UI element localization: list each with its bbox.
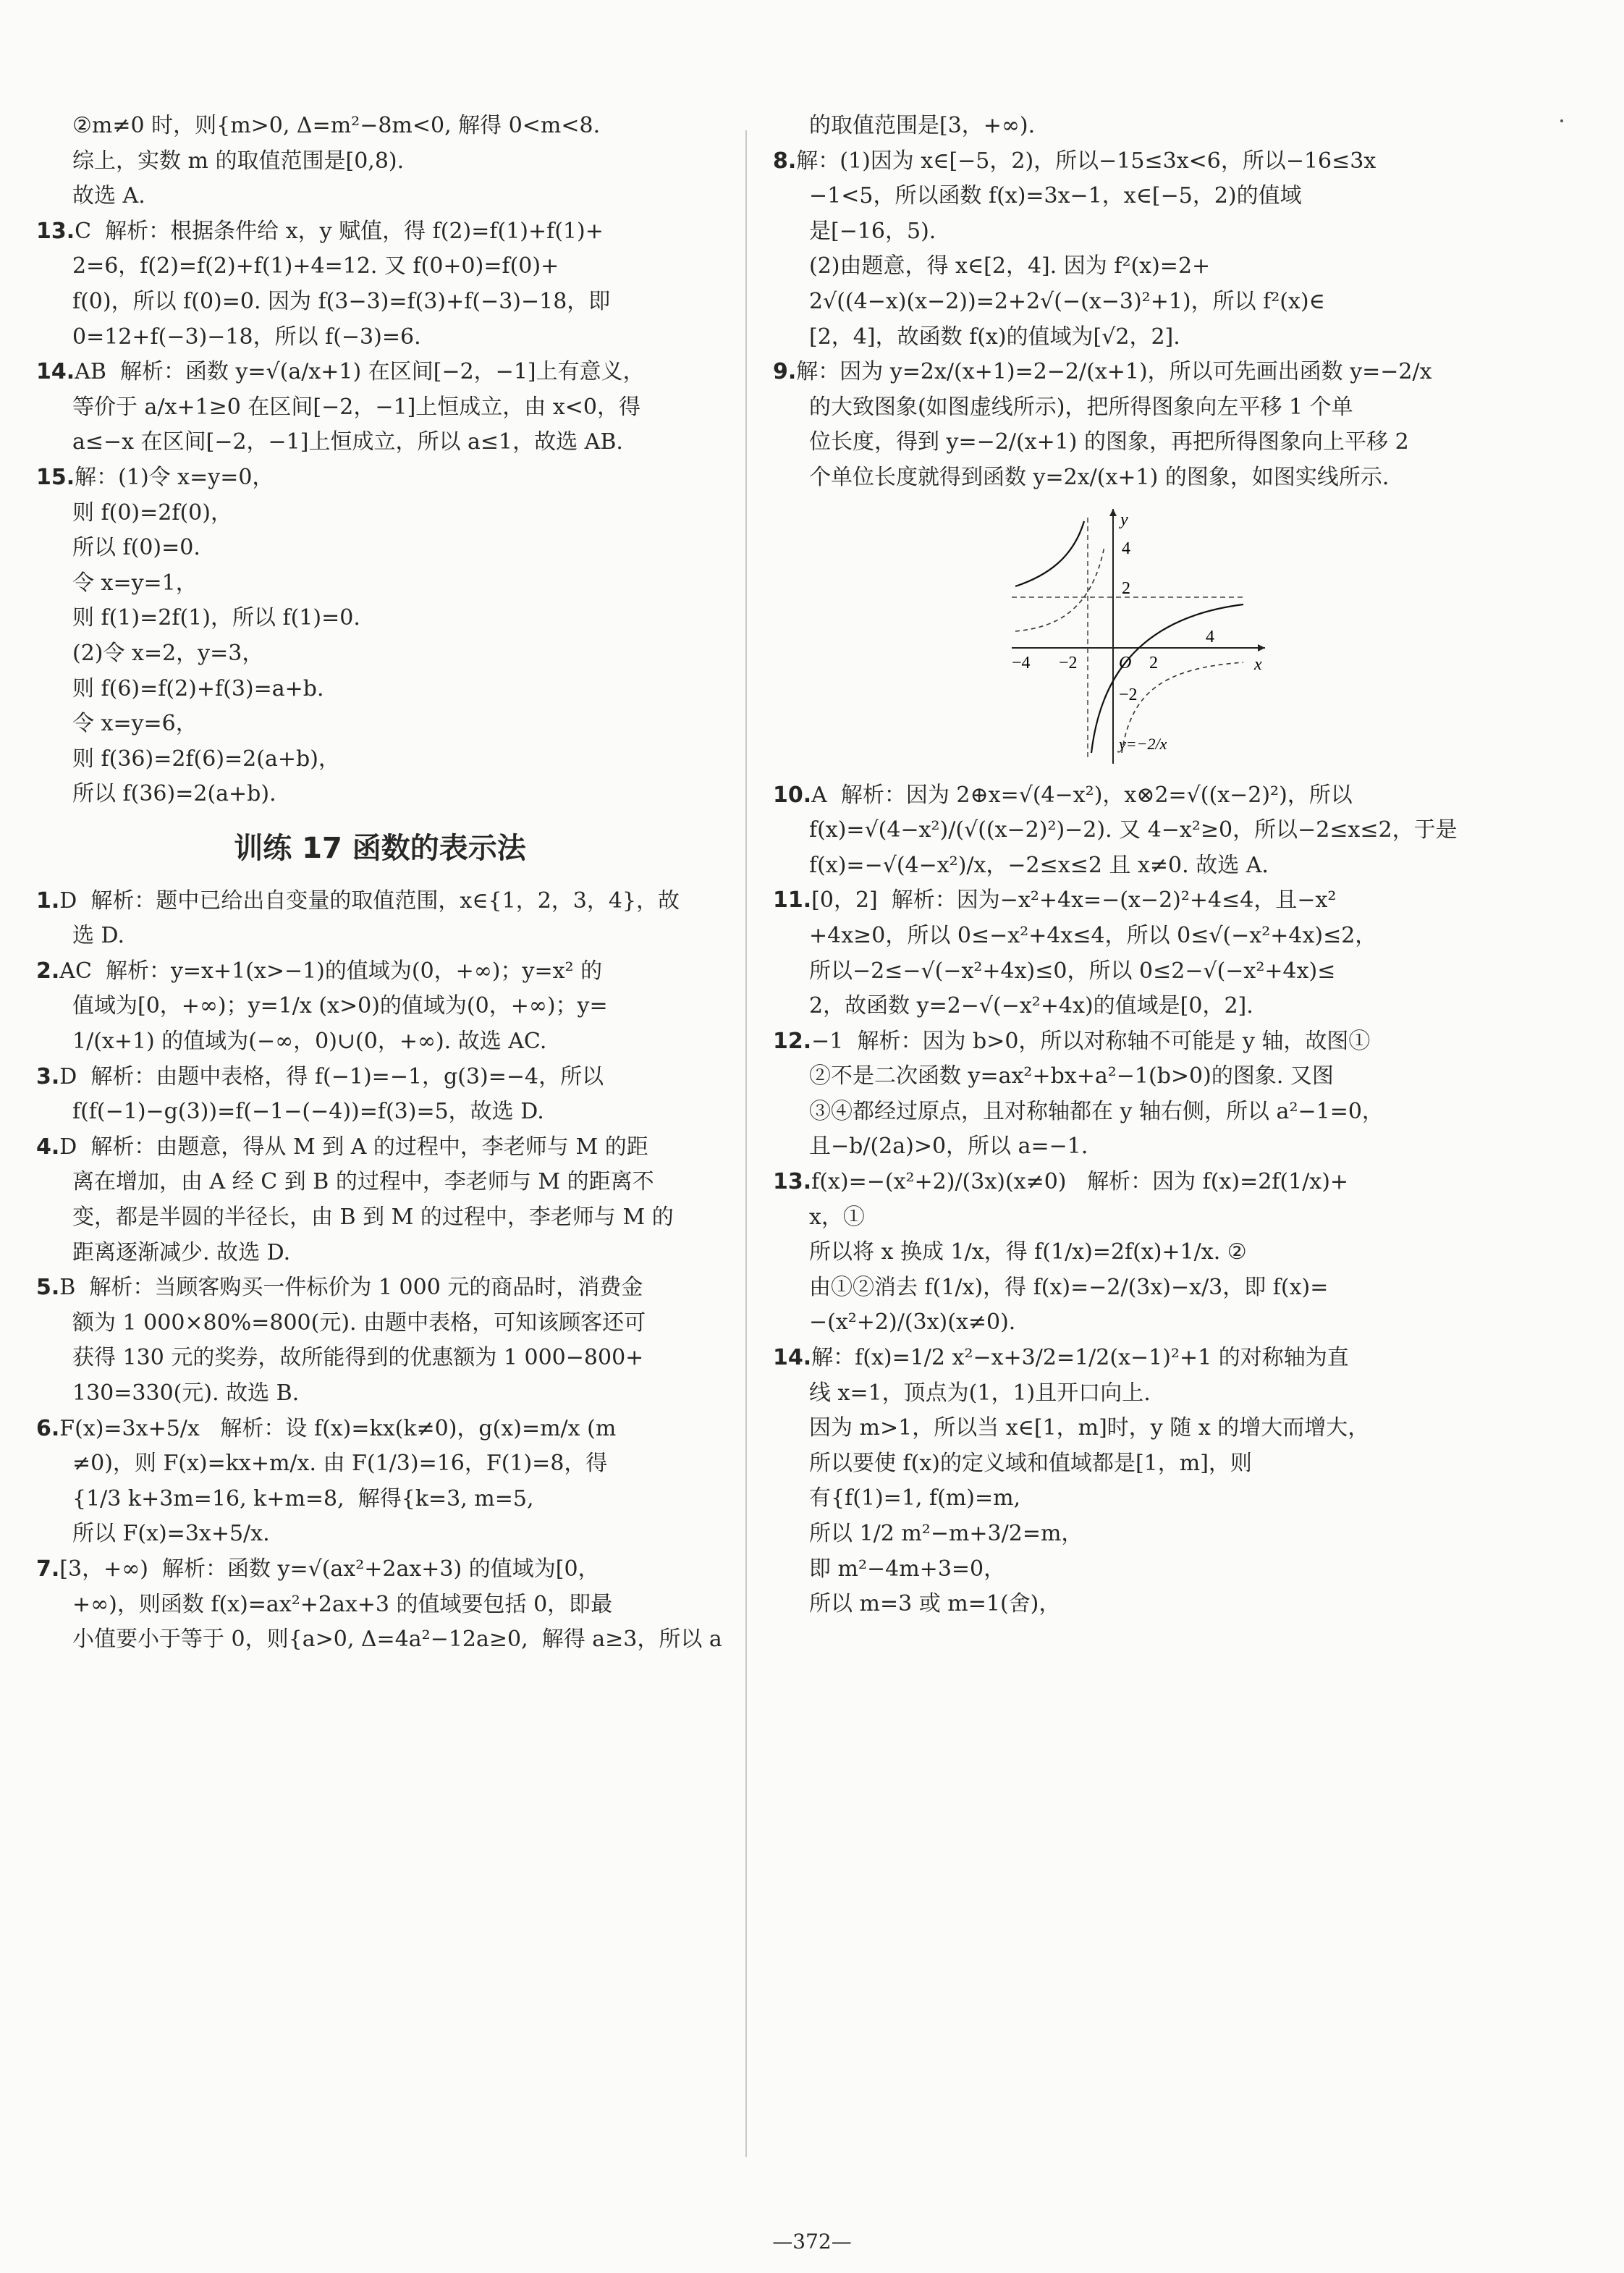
question-number: 13. (773, 1169, 812, 1195)
text-line (36, 1622, 724, 1658)
line-text: 0=12+f(−3)−18，所以 f(−3)=6. (72, 324, 421, 350)
question-line (773, 355, 1497, 390)
line-text: −1 解析：因为 b>0，所以对称轴不可能是 y 轴，故图① (811, 1028, 1371, 1054)
tick-ym2: −2 (1119, 685, 1138, 704)
y-axis-arrow (1109, 509, 1117, 516)
line-text: 所以 1/2 m²−m+3/2=m， (809, 1521, 1083, 1546)
line-text: 离在增加，由 A 经 C 到 B 的过程中，李老师与 M 的距离不 (72, 1169, 654, 1195)
text-line (36, 566, 724, 602)
text-line (36, 672, 724, 707)
text-line (773, 1446, 1497, 1482)
line-text: 的大致图象(如图虚线所示)，把所得图象向左平移 1 个单 (809, 394, 1353, 420)
text-line (773, 1270, 1497, 1306)
text-line (773, 1517, 1497, 1552)
text-line (773, 109, 1497, 144)
line-text: 位长度，得到 y=−2/(x+1) 的图象，再把所得图象向上平移 2 (809, 429, 1409, 455)
text-line (36, 1376, 724, 1412)
line-text: 令 x=y=6， (72, 711, 198, 737)
question-line (773, 1024, 1497, 1060)
text-line (773, 179, 1497, 214)
right-column-bottom (773, 778, 1497, 1622)
line-text: 所以 f(36)=2(a+b). (72, 781, 276, 807)
solid-curve-lower (1091, 604, 1243, 753)
text-line (773, 848, 1497, 884)
text-line (773, 214, 1497, 250)
line-text: A 解析：因为 2⊕x=√(4−x²)，x⊗2=√((x−2)²)，所以 (811, 782, 1353, 808)
speck (1560, 119, 1563, 122)
text-line (36, 1446, 724, 1482)
question-line (36, 884, 724, 919)
line-text: 1/(x+1) 的值域为(−∞，0)∪(0，+∞). 故选 AC. (72, 1029, 547, 1055)
line-text: ②m≠0 时，则{m>0, Δ=m²−8m<0, 解得 0<m<8. (72, 113, 601, 138)
question-line (36, 460, 724, 496)
text-line (773, 1129, 1497, 1165)
text-line (36, 1306, 724, 1341)
text-line (36, 1165, 724, 1200)
line-text: 所以 m=3 或 m=1(舍)， (809, 1591, 1061, 1617)
line-text: [0，2] 解析：因为−x²+4x=−(x−2)²+4≤4，且−x² (811, 887, 1337, 914)
line-text: f(0)，所以 f(0)=0. 因为 f(3−3)=f(3)+f(−3)−18，即 (72, 288, 611, 314)
line-text: 所以 f(0)=0. (72, 535, 200, 561)
text-line (36, 1095, 724, 1130)
line-text: 则 f(6)=f(2)+f(3)=a+b. (72, 675, 324, 701)
graph-svg (1005, 503, 1272, 771)
text-line (773, 425, 1497, 460)
text-line (36, 109, 724, 144)
text-line (36, 1024, 724, 1060)
line-text: f(x)=−√(4−x²)/x，−2≤x≤2 且 x≠0. 故选 A. (809, 852, 1269, 878)
text-line (773, 813, 1497, 848)
line-text: 解：f(x)=1/2 x²−x+3/2=1/2(x−1)²+1 的对称轴为直 (811, 1345, 1349, 1371)
text-line (36, 636, 724, 672)
tick-y4: 4 (1122, 539, 1130, 558)
question-line (773, 1341, 1497, 1376)
text-line (773, 1587, 1497, 1622)
tick-x4: 4 (1206, 627, 1214, 646)
line-text: {1/3 k+3m=16, k+m=8, 解得{k=3, m=5, (72, 1485, 534, 1511)
tick-y2: 2 (1122, 578, 1130, 598)
line-text: 额为 1 000×80%=800(元). 由题中表格，可知该顾客还可 (72, 1310, 646, 1336)
line-text: ③④都经过原点，且对称轴都在 y 轴右侧，所以 a²−1=0， (809, 1098, 1384, 1124)
line-text: 解：因为 y=2x/(x+1)=2−2/(x+1)，所以可先画出函数 y=−2/x (796, 359, 1432, 385)
line-text: +∞)，则函数 f(x)=ax²+2ax+3 的值域要包括 0，即最 (72, 1591, 613, 1617)
dashed-curve-upper (1015, 547, 1104, 631)
text-line (773, 1200, 1497, 1236)
question-number: 15. (36, 464, 75, 490)
text-line (36, 989, 724, 1024)
text-line (773, 1411, 1497, 1446)
text-line (773, 1305, 1497, 1341)
line-text: 则 f(1)=2f(1)，所以 f(1)=0. (72, 605, 360, 631)
text-line (36, 919, 724, 954)
question-number: 11. (773, 887, 812, 914)
line-text: ≠0)，则 F(x)=kx+m/x. 由 F(1/3)=16，F(1)=8，得 (72, 1451, 608, 1477)
label-origin: O (1119, 653, 1132, 672)
text-line (36, 742, 724, 777)
question-number: 14. (36, 359, 75, 385)
line-text: B 解析：当顾客购买一件标价为 1 000 元的商品时，消费金 (59, 1275, 643, 1301)
question-line (773, 778, 1497, 814)
question-line (36, 1552, 724, 1587)
line-text: (2)由题意，得 x∈[2，4]. 因为 f²(x)=2+ (809, 253, 1211, 279)
question-line (773, 883, 1497, 919)
text-line (36, 1200, 724, 1236)
question-number: 5. (36, 1275, 60, 1301)
line-text: D 解析：由题中表格，得 f(−1)=−1，g(3)=−4，所以 (59, 1063, 604, 1089)
question-number: 13. (36, 218, 75, 244)
text-line (36, 179, 724, 214)
line-text: 个单位长度就得到函数 y=2x/(x+1) 的图象，如图实线所示. (809, 464, 1390, 490)
line-text: 由①②消去 f(1/x)，得 f(x)=−2/(3x)−x/3，即 f(x)= (809, 1274, 1329, 1300)
line-text: 2=6，f(2)=f(2)+f(1)+4=12. 又 f(0+0)=f(0)+ (72, 253, 559, 279)
text-line (36, 144, 724, 180)
text-line (773, 1481, 1497, 1517)
line-text: f(x)=√(4−x²)/(√((x−2)²)−2). 又 4−x²≥0，所以−2≤x≤2，于是 (809, 817, 1458, 843)
line-text: F(x)=3x+5/x 解析：设 f(x)=kx(k≠0)，g(x)=m/x (m (59, 1415, 617, 1441)
function-graph (1005, 503, 1272, 771)
right-column-top (773, 109, 1497, 496)
text-line (773, 1376, 1497, 1412)
text-line (36, 707, 724, 742)
line-text: 解：(1)令 x=y=0， (75, 464, 274, 490)
text-line (773, 1095, 1497, 1130)
line-text: 则 f(0)=2f(0)， (72, 499, 232, 526)
line-text: (2)令 x=2，y=3， (72, 640, 264, 666)
line-text: AB 解析：函数 y=√(a/x+1) 在区间[−2，−1]上有意义， (75, 359, 645, 385)
line-text: 130=330(元). 故选 B. (72, 1380, 300, 1406)
line-text: 2，故函数 y=2−√(−x²+4x)的值域是[0，2]. (809, 993, 1253, 1019)
curve-label: y=−2/x (1119, 734, 1167, 753)
question-number: 6. (36, 1415, 60, 1441)
line-text: 等价于 a/x+1≥0 在区间[−2，−1]上恒成立，由 x<0，得 (72, 394, 640, 420)
text-line (36, 496, 724, 531)
question-line (36, 954, 724, 990)
text-line (36, 1587, 724, 1623)
text-line (773, 390, 1497, 426)
text-line (773, 989, 1497, 1024)
line-text: 的取值范围是[3，+∞). (809, 113, 1036, 138)
text-line (36, 249, 724, 284)
line-text: 综上，实数 m 的取值范围是[0,8). (72, 148, 405, 174)
text-line (36, 777, 724, 812)
question-number: 7. (36, 1556, 60, 1582)
line-text: 是[−16，5). (809, 218, 936, 244)
question-number: 4. (36, 1134, 60, 1160)
label-y: y (1120, 510, 1128, 529)
x-axis-arrow (1258, 644, 1265, 651)
question-line (36, 1130, 724, 1165)
solid-curve-upper (1015, 521, 1084, 586)
line-text: D 解析：由题意，得从 M 到 A 的过程中，李老师与 M 的距 (59, 1134, 648, 1160)
label-x: x (1254, 654, 1262, 674)
line-text: 2√((4−x)(x−2))=2+2√(−(x−3)²+1)，所以 f²(x)∈ (809, 288, 1325, 314)
text-line (36, 1341, 724, 1376)
line-text: 令 x=y=1， (72, 570, 198, 596)
question-number: 14. (773, 1345, 812, 1371)
line-text: 解：(1)因为 x∈[−5，2)，所以−15≤3x<6，所以−16≤3x (796, 148, 1376, 174)
line-text: [3，+∞) 解析：函数 y=√(ax²+2ax+3) 的值域为[0， (59, 1556, 600, 1582)
left-column (36, 109, 724, 1658)
question-line (36, 1060, 724, 1095)
text-line (773, 954, 1497, 990)
line-text: 故选 A. (72, 183, 145, 209)
line-text: f(x)=−(x²+2)/(3x)(x≠0) 解析：因为 f(x)=2f(1/x)+ (811, 1169, 1349, 1195)
line-text: 所以要使 f(x)的定义域和值域都是[1，m]，则 (809, 1450, 1252, 1476)
question-number: 2. (36, 958, 60, 984)
line-text: −1<5，所以函数 f(x)=3x−1，x∈[−5，2)的值域 (809, 183, 1302, 209)
line-text: 获得 130 元的奖券，故所能得到的优惠额为 1 000−800+ (72, 1345, 644, 1371)
line-text: 即 m²−4m+3=0， (809, 1556, 1006, 1582)
page-number: —372— (772, 2230, 852, 2253)
question-line (36, 214, 724, 250)
text-line (773, 284, 1497, 320)
question-number: 8. (773, 148, 797, 174)
line-text: 距离逐渐减少. 故选 D. (72, 1239, 291, 1265)
question-number: 3. (36, 1063, 60, 1089)
text-line (36, 1236, 724, 1271)
line-text: [2，4]，故函数 f(x)的值域为[√2，2]. (809, 324, 1180, 350)
line-text: 所以 F(x)=3x+5/x. (72, 1521, 270, 1547)
text-line (773, 919, 1497, 954)
text-line (773, 1059, 1497, 1095)
question-line (36, 1270, 724, 1306)
question-number: 10. (773, 782, 812, 808)
line-text: 变，都是半圆的半径长，由 B 到 M 的过程中，李老师与 M 的 (72, 1205, 674, 1231)
column-divider (745, 130, 747, 2157)
line-text: 选 D. (72, 923, 125, 949)
line-text: a≤−x 在区间[−2，−1]上恒成立，所以 a≤1，故选 AB. (72, 429, 623, 455)
question-number: 1. (36, 887, 60, 914)
line-text: AC 解析：y=x+1(x>−1)的值域为(0，+∞)；y=x² 的 (59, 958, 603, 984)
text-line (36, 601, 724, 636)
right-column (773, 109, 1497, 1622)
text-line (773, 1552, 1497, 1587)
line-text: 则 f(36)=2f(6)=2(a+b)， (72, 746, 340, 772)
line-text: C 解析：根据条件给 x，y 赋值，得 f(2)=f(1)+f(1)+ (75, 218, 604, 244)
question-line (36, 1412, 724, 1447)
text-line (773, 249, 1497, 284)
text-line (36, 390, 724, 426)
text-line (773, 320, 1497, 355)
line-text: ②不是二次函数 y=ax²+bx+a²−1(b>0)的图象. 又图 (809, 1063, 1334, 1089)
line-text: 值域为[0，+∞)；y=1/x (x>0)的值域为(0，+∞)；y= (72, 993, 608, 1019)
line-text: 线 x=1，顶点为(1，1)且开口向上. (809, 1380, 1151, 1406)
question-line (773, 144, 1497, 180)
text-line (773, 1235, 1497, 1270)
line-text: 有{f(1)=1, f(m)=m, (809, 1485, 1021, 1511)
tick-xm2: −2 (1059, 653, 1078, 672)
line-text: D 解析：题中已给出自变量的取值范围，x∈{1，2，3，4}，故 (59, 887, 680, 914)
section-title: 训练 17 函数的表示法 (234, 831, 526, 865)
line-text: −(x²+2)/(3x)(x≠0). (809, 1310, 1016, 1336)
line-text: 小值要小于等于 0，则{a>0, Δ=4a²−12a≥0, 解得 a≥3，所以 a (72, 1627, 722, 1653)
line-text: x，① (809, 1204, 865, 1230)
text-line (36, 1482, 724, 1517)
text-line (773, 460, 1497, 496)
line-text: 且−b/(2a)>0，所以 a=−1. (809, 1134, 1088, 1160)
question-number: 9. (773, 359, 797, 385)
text-line (36, 284, 724, 320)
text-line (36, 320, 724, 355)
text-line (36, 425, 724, 460)
line-text: +4x≥0，所以 0≤−x²+4x≤4，所以 0≤√(−x²+4x)≤2， (809, 922, 1377, 948)
line-text: 所以−2≤−√(−x²+4x)≤0，所以 0≤2−√(−x²+4x)≤ (809, 958, 1336, 984)
line-text: 因为 m>1，所以当 x∈[1，m]时，y 随 x 的增大而增大， (809, 1415, 1370, 1441)
text-line (36, 531, 724, 566)
line-text: 所以将 x 换成 1/x，得 f(1/x)=2f(x)+1/x. ② (809, 1239, 1247, 1265)
question-line (36, 355, 724, 390)
tick-xm4: −4 (1012, 653, 1031, 672)
line-text: f(f(−1)−g(3))=f(−1−(−4))=f(3)=5，故选 D. (72, 1099, 544, 1125)
question-line (773, 1165, 1497, 1200)
question-number: 12. (773, 1028, 812, 1054)
text-line (36, 1517, 724, 1552)
tick-x2: 2 (1149, 653, 1158, 672)
